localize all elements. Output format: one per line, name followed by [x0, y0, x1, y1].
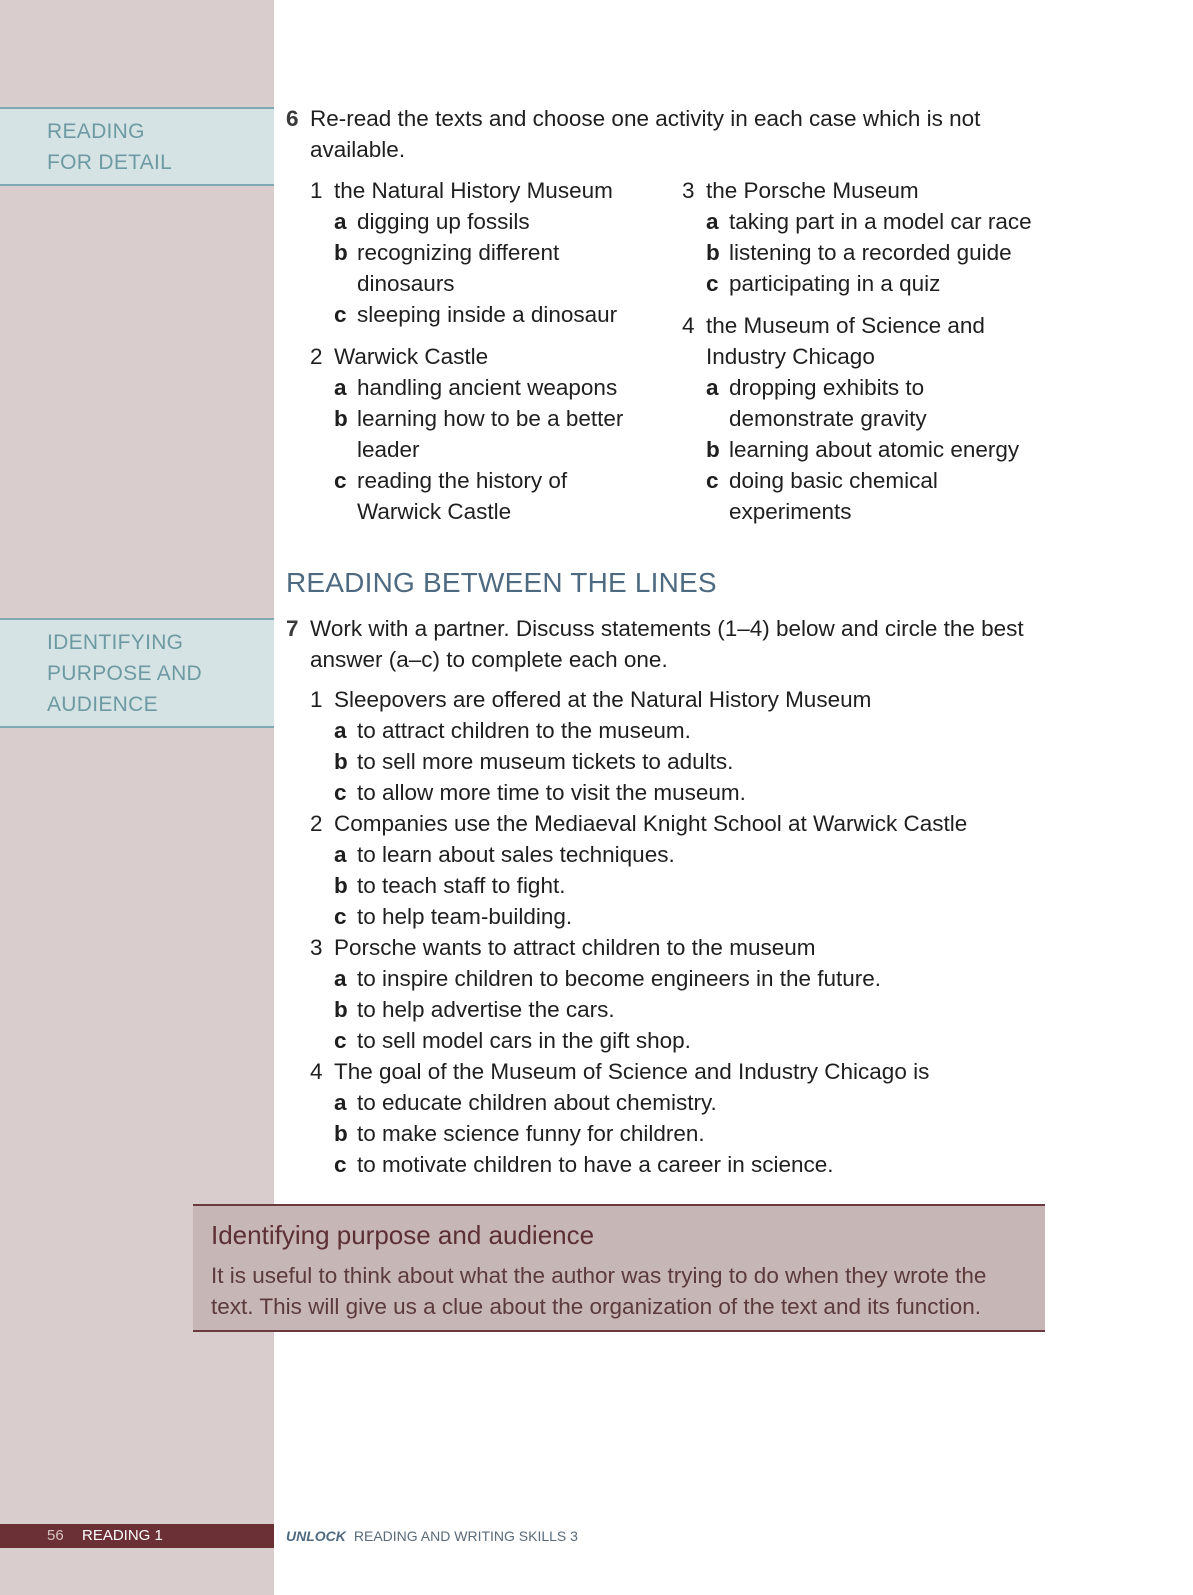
item-number: 2 — [310, 811, 323, 836]
book-title: READING AND WRITING SKILLS 3 — [353, 1528, 578, 1544]
option-letter: b — [706, 437, 720, 462]
option-letter: a — [334, 718, 347, 743]
option-letter: a — [334, 842, 347, 867]
option-letter: c — [334, 468, 347, 493]
option-text: reading the history of — [357, 468, 568, 493]
item-number: 1 — [310, 687, 323, 712]
option-text: dropping exhibits to — [729, 375, 925, 400]
option-text: experiments — [729, 499, 852, 524]
option-text: to teach staff to fight. — [357, 873, 566, 898]
item-title: Warwick Castle — [334, 344, 489, 369]
option-letter: b — [706, 240, 720, 265]
option-letter: b — [334, 997, 348, 1022]
option-letter: c — [706, 468, 719, 493]
option-text: digging up fossils — [357, 209, 530, 234]
option-text: leader — [357, 437, 420, 462]
item-number: 4 — [682, 313, 695, 338]
footer-section: READING 1 — [82, 1527, 163, 1544]
option-text: to sell model cars in the gift shop. — [357, 1028, 691, 1053]
option-text: to help team-building. — [357, 904, 573, 929]
item-title: the Natural History Museum — [334, 178, 613, 203]
option-letter: a — [334, 375, 347, 400]
section-title: READING BETWEEN THE LINES — [286, 567, 717, 598]
option-letter: c — [334, 1152, 347, 1177]
question-number: 6 — [286, 106, 299, 131]
option-letter: c — [334, 1028, 347, 1053]
skill-label-line: READING — [47, 120, 145, 143]
option-text: sleeping inside a dinosaur — [357, 302, 618, 327]
option-letter: b — [334, 873, 348, 898]
option-text: listening to a recorded guide — [729, 240, 1012, 265]
skill-label-identifying-purpose — [0, 618, 274, 728]
item-title: Companies use the Mediaeval Knight School at Warwick Castle — [334, 811, 968, 836]
tip-title: Identifying purpose and audience — [211, 1220, 595, 1250]
item-title: Porsche wants to attract children to the museum — [334, 935, 816, 960]
option-text: handling ancient weapons — [357, 375, 618, 400]
option-text: taking part in a model car race — [729, 209, 1032, 234]
option-text: Warwick Castle — [357, 499, 512, 524]
option-letter: a — [334, 1090, 347, 1115]
option-text: participating in a quiz — [729, 271, 941, 296]
option-text: to allow more time to visit the museum. — [357, 780, 746, 805]
skill-label-line: IDENTIFYING — [47, 631, 184, 654]
option-text: dinosaurs — [357, 271, 455, 296]
skill-label-line: AUDIENCE — [47, 693, 158, 716]
option-text: recognizing different — [357, 240, 560, 265]
item-title: The goal of the Museum of Science and Industry Chicago is — [334, 1059, 930, 1084]
item-number: 4 — [310, 1059, 323, 1084]
skill-label-line: FOR DETAIL — [47, 151, 173, 174]
item-title: Industry Chicago — [706, 344, 875, 369]
option-text: learning how to be a better — [357, 406, 624, 431]
option-letter: c — [334, 904, 347, 929]
option-letter: a — [334, 209, 347, 234]
option-letter: b — [334, 1121, 348, 1146]
option-text: to help advertise the cars. — [357, 997, 615, 1022]
item-number: 1 — [310, 178, 323, 203]
option-text: to learn about sales techniques. — [357, 842, 675, 867]
question-text: Re-read the texts and choose one activity in each case which is not available. — [310, 106, 981, 162]
option-letter: c — [334, 780, 347, 805]
option-letter: b — [334, 240, 348, 265]
tip-box — [193, 1204, 1045, 1332]
option-text: to attract children to the museum. — [357, 718, 691, 743]
option-letter: b — [334, 406, 348, 431]
skill-label-reading-for-detail — [0, 107, 274, 186]
page-number: 56 — [47, 1527, 64, 1544]
item-title: the Museum of Science and — [706, 313, 985, 338]
option-letter: b — [334, 749, 348, 774]
item-title: Sleepovers are offered at the Natural History Museum — [334, 687, 872, 712]
option-letter: c — [706, 271, 719, 296]
footer-section-bar — [0, 1524, 274, 1548]
option-letter: a — [334, 966, 347, 991]
tip-body: It is useful to think about what the author was trying to do when they wrote the text. This will give us a clue about the organization of the text and its function. — [211, 1263, 987, 1319]
option-letter: c — [334, 302, 347, 327]
option-text: to make science funny for children. — [357, 1121, 705, 1146]
option-letter: a — [706, 375, 719, 400]
option-letter: a — [706, 209, 719, 234]
option-text: to sell more museum tickets to adults. — [357, 749, 734, 774]
brand-logo: UNLOCK — [286, 1528, 346, 1544]
skill-label-line: PURPOSE AND — [47, 662, 203, 685]
option-text: learning about atomic energy — [729, 437, 1020, 462]
footer-book-title — [286, 1524, 578, 1548]
question-number: 7 — [286, 616, 299, 641]
option-text: to motivate children to have a career in science. — [357, 1152, 834, 1177]
item-number: 2 — [310, 344, 323, 369]
item-title: the Porsche Museum — [706, 178, 919, 203]
item-number: 3 — [682, 178, 695, 203]
option-text: to educate children about chemistry. — [357, 1090, 717, 1115]
option-text: demonstrate gravity — [729, 406, 927, 431]
item-number: 3 — [310, 935, 323, 960]
question-text: Work with a partner. Discuss statements (1–4) below and circle the best answer (a–c) to complete each one. — [310, 616, 1024, 672]
sidebar — [0, 0, 274, 1595]
option-text: doing basic chemical — [729, 468, 938, 493]
option-text: to inspire children to become engineers in the future. — [357, 966, 882, 991]
